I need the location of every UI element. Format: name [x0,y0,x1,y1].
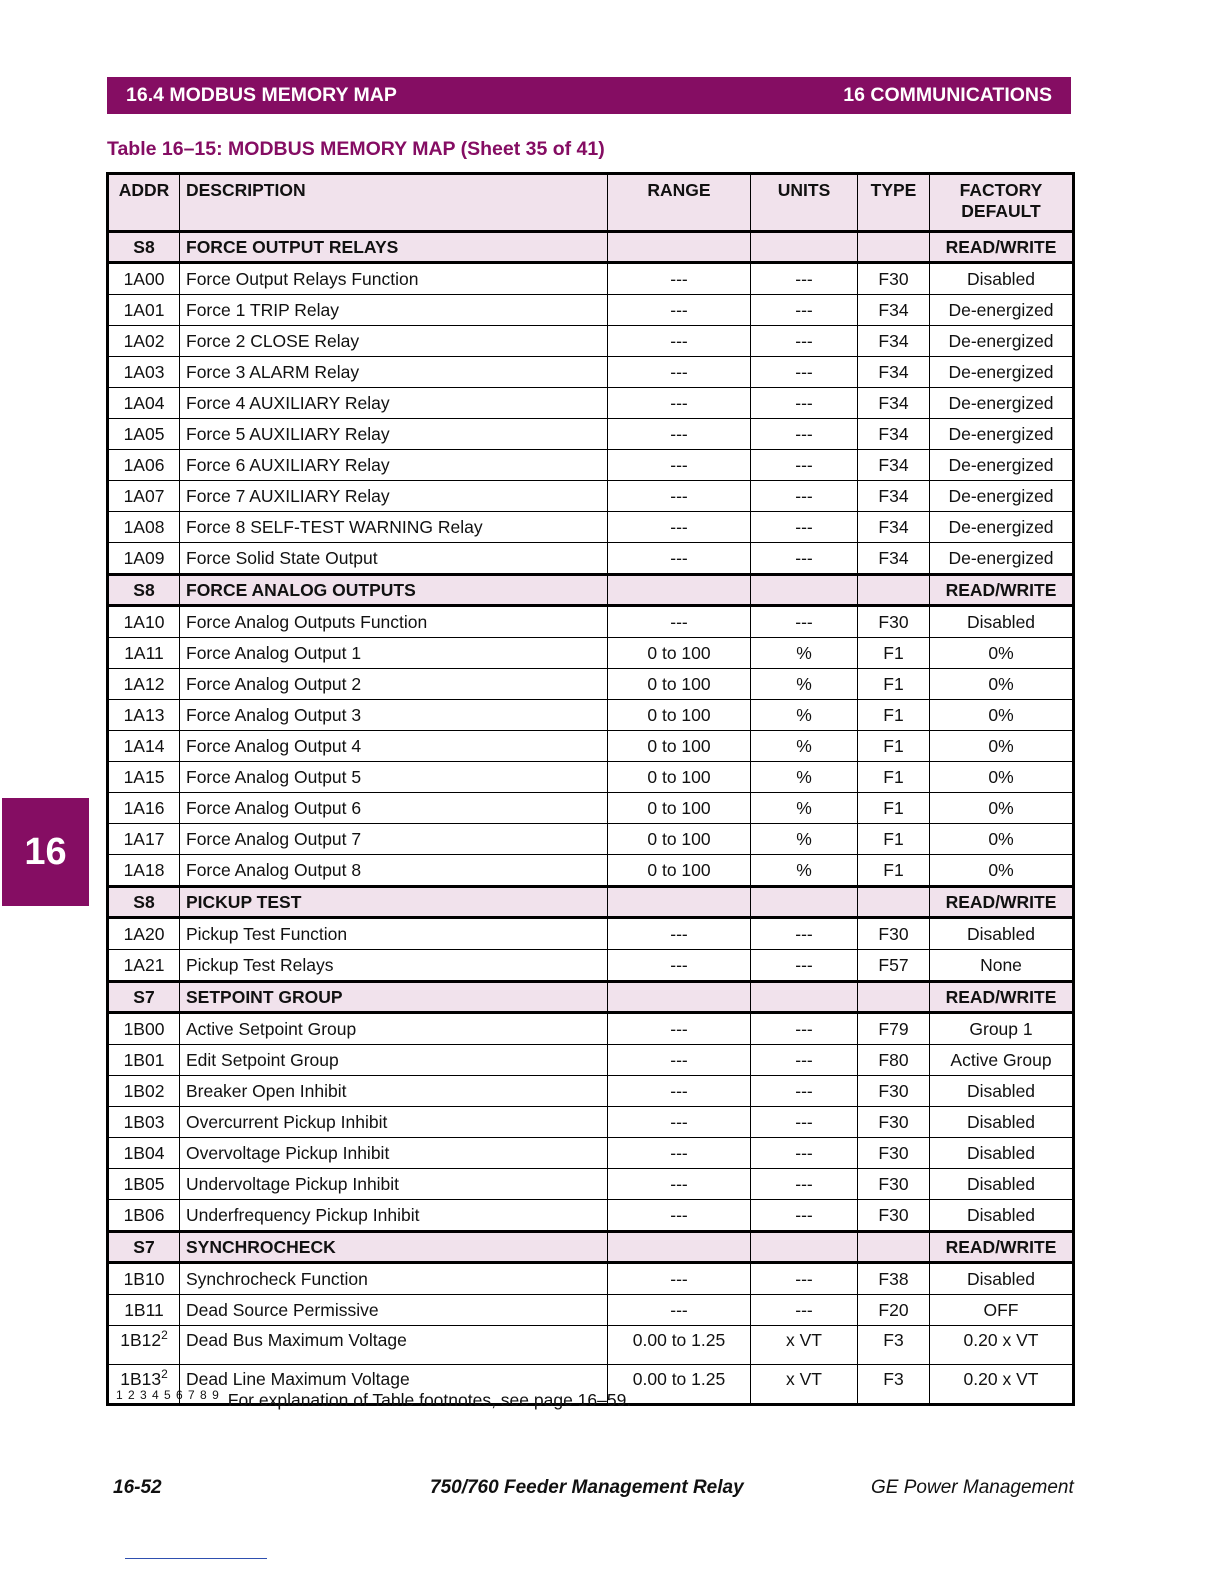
cell-default: 0% [930,731,1074,762]
cell-addr: 1A11 [108,638,180,669]
cell-range: --- [608,1107,751,1138]
section-range-empty [608,575,751,606]
cell-units: --- [751,326,858,357]
cell-addr: 1A04 [108,388,180,419]
cell-range: --- [608,1138,751,1169]
cell-addr: 1B06 [108,1200,180,1232]
cell-default: 0% [930,762,1074,793]
cell-range: --- [608,481,751,512]
cell-range: --- [608,512,751,543]
cell-range: 0 to 100 [608,793,751,824]
cell-range: 0 to 100 [608,669,751,700]
section-addr: S8 [108,232,180,263]
cell-units: --- [751,950,858,982]
section-range-empty [608,982,751,1013]
section-access: READ/WRITE [930,232,1074,263]
cell-addr: 1A18 [108,855,180,887]
cell-type: F34 [858,450,930,481]
cell-default: De-energized [930,295,1074,326]
cell-type: F1 [858,700,930,731]
cell-range: 0 to 100 [608,855,751,887]
table-row [108,1045,1074,1076]
cell-units: % [751,824,858,855]
cell-default: 0% [930,793,1074,824]
table-row [108,1107,1074,1138]
table-row [108,357,1074,388]
cell-addr: 1B00 [108,1013,180,1045]
cell-type: F57 [858,950,930,982]
cell-type: F1 [858,731,930,762]
section-row [108,232,1074,263]
addr-footnote-ref: 2 [161,1328,168,1343]
cell-type: F1 [858,638,930,669]
table-row [108,512,1074,543]
cell-default: Disabled [930,1107,1074,1138]
cell-units: --- [751,1138,858,1169]
table-row [108,731,1074,762]
cell-default: De-energized [930,326,1074,357]
memory-map-table [106,172,1075,1406]
table-row [108,1295,1074,1326]
col-header-factory-default [930,174,1074,232]
cell-description: Force Analog Output 5 [180,762,608,793]
table-row [108,824,1074,855]
cell-type: F34 [858,512,930,543]
col-header-description: DESCRIPTION [180,174,608,232]
cell-description: Edit Setpoint Group [180,1045,608,1076]
table-row [108,918,1074,950]
cell-addr: 1A02 [108,326,180,357]
cell-default: De-energized [930,388,1074,419]
table-row [108,481,1074,512]
footer-company: GE Power Management [871,1477,1074,1498]
footnote-text: For explanation of Table footnotes, see page 16–59. [227,1390,632,1410]
cell-default: De-energized [930,357,1074,388]
table-footnote [116,1388,631,1411]
table-row [108,793,1074,824]
col-header-range: RANGE [608,174,751,232]
table-body [108,232,1074,1405]
cell-type: F79 [858,1013,930,1045]
cell-description: Overcurrent Pickup Inhibit [180,1107,608,1138]
cell-range: --- [608,388,751,419]
cell-default: Disabled [930,1076,1074,1107]
cell-addr: 1B10 [108,1263,180,1295]
cell-default: Disabled [930,1169,1074,1200]
cell-type: F30 [858,1138,930,1169]
footer-product-name: 750/760 Feeder Management Relay [430,1477,744,1498]
cell-type: F1 [858,855,930,887]
cell-type: F20 [858,1295,930,1326]
cell-addr: 1A01 [108,295,180,326]
cell-description: Force Analog Output 1 [180,638,608,669]
cell-range: --- [608,450,751,481]
cell-units: % [751,762,858,793]
cell-units: --- [751,1295,858,1326]
cell-description: Force Analog Output 2 [180,669,608,700]
footer-rule [125,1558,267,1559]
cell-description: Underfrequency Pickup Inhibit [180,1200,608,1232]
cell-default: Disabled [930,263,1074,295]
table-row [108,700,1074,731]
cell-addr: 1A06 [108,450,180,481]
cell-default: 0% [930,824,1074,855]
table-row [108,950,1074,982]
cell-default: Disabled [930,1263,1074,1295]
section-access: READ/WRITE [930,887,1074,918]
cell-addr: 1A15 [108,762,180,793]
section-units-empty [751,575,858,606]
table-row [108,1076,1074,1107]
cell-range: --- [608,1295,751,1326]
table-row [108,638,1074,669]
cell-default: 0% [930,669,1074,700]
cell-description: Force 6 AUXILIARY Relay [180,450,608,481]
cell-units: --- [751,295,858,326]
cell-units: --- [751,1200,858,1232]
cell-type: F34 [858,481,930,512]
cell-type: F34 [858,357,930,388]
col-header-default-line2: DEFAULT [961,201,1041,221]
cell-type: F30 [858,263,930,295]
cell-units: --- [751,419,858,450]
cell-default: De-energized [930,512,1074,543]
cell-range: 0 to 100 [608,762,751,793]
col-header-type: TYPE [858,174,930,232]
cell-type: F30 [858,1076,930,1107]
cell-type: F38 [858,1263,930,1295]
cell-units: --- [751,543,858,575]
cell-description: Force Analog Outputs Function [180,606,608,638]
cell-addr: 1B02 [108,1076,180,1107]
cell-addr: 1B11 [108,1295,180,1326]
cell-type: F3 [858,1365,930,1405]
cell-units: % [751,638,858,669]
section-row [108,575,1074,606]
table-row [108,263,1074,295]
cell-range: 0.00 to 1.25 [608,1326,751,1365]
cell-default: OFF [930,1295,1074,1326]
cell-default: De-energized [930,543,1074,575]
cell-description: Overvoltage Pickup Inhibit [180,1138,608,1169]
section-heading: 16.4 MODBUS MEMORY MAP [126,84,397,106]
cell-default: De-energized [930,419,1074,450]
section-access: READ/WRITE [930,575,1074,606]
cell-description: Force 3 ALARM Relay [180,357,608,388]
cell-units: x VT [751,1365,858,1405]
cell-units: --- [751,606,858,638]
section-title: FORCE OUTPUT RELAYS [180,232,608,263]
cell-type: F1 [858,762,930,793]
cell-addr: 1A03 [108,357,180,388]
cell-type: F34 [858,543,930,575]
cell-units: --- [751,263,858,295]
addr-value: 1B12 [120,1330,162,1350]
section-units-empty [751,1232,858,1263]
cell-default: None [930,950,1074,982]
cell-default: 0% [930,855,1074,887]
cell-description: Force Analog Output 4 [180,731,608,762]
table-row [108,388,1074,419]
cell-addr: 1A13 [108,700,180,731]
cell-type: F30 [858,918,930,950]
cell-type: F34 [858,419,930,450]
cell-description: Force 8 SELF-TEST WARNING Relay [180,512,608,543]
cell-range: --- [608,950,751,982]
addr-footnote-ref: 2 [161,1367,168,1382]
col-header-units: UNITS [751,174,858,232]
cell-units: % [751,793,858,824]
cell-description: Force Analog Output 8 [180,855,608,887]
section-title: SYNCHROCHECK [180,1232,608,1263]
cell-type: F1 [858,793,930,824]
cell-units: % [751,731,858,762]
table-row [108,1263,1074,1295]
cell-default: De-energized [930,450,1074,481]
cell-units: --- [751,918,858,950]
table-row [108,326,1074,357]
cell-units: --- [751,1076,858,1107]
section-addr: S8 [108,575,180,606]
cell-description: Force Analog Output 6 [180,793,608,824]
section-range-empty [608,232,751,263]
section-row [108,982,1074,1013]
section-title: PICKUP TEST [180,887,608,918]
table-row [108,295,1074,326]
cell-range: 0.00 to 1.25 [608,1365,751,1405]
cell-units: x VT [751,1326,858,1365]
cell-addr: 1A20 [108,918,180,950]
cell-addr: 1A05 [108,419,180,450]
cell-description: Force Analog Output 3 [180,700,608,731]
cell-units: --- [751,357,858,388]
cell-addr: 1B01 [108,1045,180,1076]
table-row [108,1169,1074,1200]
cell-range: 0 to 100 [608,638,751,669]
cell-addr: 1B03 [108,1107,180,1138]
section-units-empty [751,887,858,918]
col-header-addr: ADDR [108,174,180,232]
cell-range: --- [608,1076,751,1107]
cell-addr: 1A21 [108,950,180,982]
cell-addr: 1A07 [108,481,180,512]
cell-range: --- [608,1263,751,1295]
table-row [108,855,1074,887]
cell-units: --- [751,1263,858,1295]
cell-default: Group 1 [930,1013,1074,1045]
cell-addr: 1A16 [108,793,180,824]
cell-description: Force Analog Output 7 [180,824,608,855]
table-row [108,1200,1074,1232]
cell-description: Dead Bus Maximum Voltage [180,1326,608,1365]
cell-description: Force Solid State Output [180,543,608,575]
table-title: Table 16–15: MODBUS MEMORY MAP (Sheet 35 of 41) [107,138,605,160]
cell-units: --- [751,450,858,481]
cell-range: --- [608,295,751,326]
section-units-empty [751,982,858,1013]
cell-addr: 1A09 [108,543,180,575]
cell-range: --- [608,357,751,388]
cell-default: 0% [930,700,1074,731]
cell-type: F1 [858,669,930,700]
addr-value: 1B13 [120,1369,162,1389]
cell-range: --- [608,419,751,450]
table-row [108,669,1074,700]
cell-description: Force 4 AUXILIARY Relay [180,388,608,419]
cell-units: --- [751,481,858,512]
cell-description: Undervoltage Pickup Inhibit [180,1169,608,1200]
cell-addr: 1A00 [108,263,180,295]
cell-description: Force 2 CLOSE Relay [180,326,608,357]
col-header-default-line1: FACTORY [959,180,1043,200]
page-header-bar [107,77,1071,114]
cell-description: Force 1 TRIP Relay [180,295,608,326]
cell-description: Dead Line Maximum Voltage [180,1365,608,1405]
cell-addr: 1B04 [108,1138,180,1169]
cell-range: --- [608,1200,751,1232]
cell-type: F34 [858,326,930,357]
cell-description: Force Output Relays Function [180,263,608,295]
cell-default: Active Group [930,1045,1074,1076]
cell-units: % [751,669,858,700]
cell-type: F80 [858,1045,930,1076]
table-row [108,450,1074,481]
cell-addr: 1A14 [108,731,180,762]
cell-description: Synchrocheck Function [180,1263,608,1295]
cell-range: 0 to 100 [608,731,751,762]
cell-default: De-energized [930,481,1074,512]
cell-range: --- [608,606,751,638]
section-type-empty [858,982,930,1013]
table-header-row [108,174,1074,232]
table-row [108,1013,1074,1045]
cell-type: F3 [858,1326,930,1365]
cell-addr: 1A08 [108,512,180,543]
cell-description: Active Setpoint Group [180,1013,608,1045]
section-access: READ/WRITE [930,982,1074,1013]
cell-description: Dead Source Permissive [180,1295,608,1326]
cell-description: Pickup Test Function [180,918,608,950]
chapter-tab: 16 [2,798,89,906]
section-addr: S8 [108,887,180,918]
cell-units: --- [751,1045,858,1076]
cell-addr: 1B05 [108,1169,180,1200]
cell-default: 0% [930,638,1074,669]
cell-description: Breaker Open Inhibit [180,1076,608,1107]
cell-default: Disabled [930,1200,1074,1232]
cell-type: F34 [858,295,930,326]
cell-addr: 1A10 [108,606,180,638]
cell-addr: 1A12 [108,669,180,700]
cell-default: 0.20 x VT [930,1365,1074,1405]
table-row [108,762,1074,793]
cell-range: 0 to 100 [608,700,751,731]
cell-range: --- [608,1169,751,1200]
section-units-empty [751,232,858,263]
cell-range: 0 to 100 [608,824,751,855]
cell-units: % [751,700,858,731]
cell-default: 0.20 x VT [930,1326,1074,1365]
section-type-empty [858,1232,930,1263]
cell-range: --- [608,263,751,295]
cell-default: Disabled [930,1138,1074,1169]
cell-default: Disabled [930,606,1074,638]
cell-type: F30 [858,606,930,638]
cell-type: F30 [858,1200,930,1232]
cell-units: --- [751,1013,858,1045]
cell-range: --- [608,1045,751,1076]
footer-page-number: 16-52 [113,1477,162,1498]
section-row [108,1232,1074,1263]
cell-description: Force 7 AUXILIARY Relay [180,481,608,512]
cell-type: F30 [858,1107,930,1138]
cell-default: Disabled [930,918,1074,950]
cell-units: --- [751,1169,858,1200]
table-row [108,543,1074,575]
section-title: SETPOINT GROUP [180,982,608,1013]
cell-range: --- [608,1013,751,1045]
table-row [108,606,1074,638]
section-addr: S7 [108,982,180,1013]
section-range-empty [608,1232,751,1263]
cell-description: Pickup Test Relays [180,950,608,982]
cell-units: --- [751,388,858,419]
cell-range: --- [608,918,751,950]
cell-units: --- [751,512,858,543]
cell-range: --- [608,326,751,357]
section-type-empty [858,232,930,263]
table-row [108,419,1074,450]
table-row [108,1138,1074,1169]
cell-type: F1 [858,824,930,855]
section-title: FORCE ANALOG OUTPUTS [180,575,608,606]
cell-addr: 1A17 [108,824,180,855]
section-range-empty [608,887,751,918]
section-row [108,887,1074,918]
footnote-numbers: 1 2 3 4 5 6 7 8 9 [116,1388,220,1402]
cell-addr [108,1326,180,1365]
section-type-empty [858,575,930,606]
cell-range: --- [608,543,751,575]
cell-units: % [751,855,858,887]
chapter-heading: 16 COMMUNICATIONS [843,84,1052,106]
section-type-empty [858,887,930,918]
section-access: READ/WRITE [930,1232,1074,1263]
cell-description: Force 5 AUXILIARY Relay [180,419,608,450]
cell-type: F34 [858,388,930,419]
table-row [108,1326,1074,1365]
cell-units: --- [751,1107,858,1138]
cell-type: F30 [858,1169,930,1200]
section-addr: S7 [108,1232,180,1263]
